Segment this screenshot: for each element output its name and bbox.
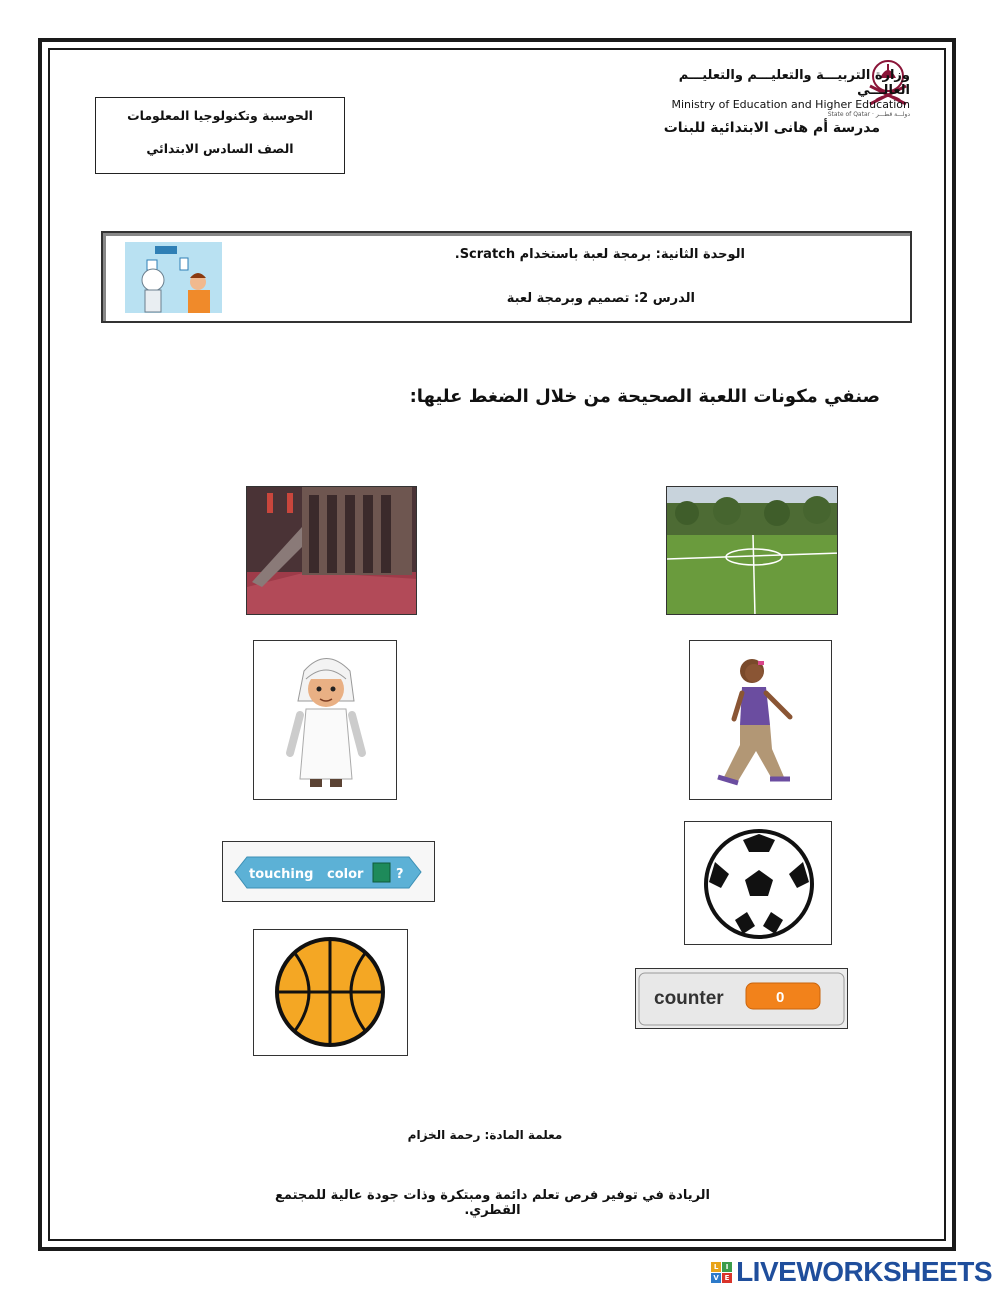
girl-sprite-image bbox=[690, 641, 832, 800]
card-girl-sprite[interactable] bbox=[689, 640, 832, 800]
card-soccer-ball[interactable] bbox=[684, 821, 832, 945]
card-stage-background[interactable] bbox=[246, 486, 417, 615]
scratch-counter-monitor bbox=[636, 969, 848, 1029]
grade-name: الصف السادس الابتدائي bbox=[146, 141, 294, 156]
lesson-title: الدرس 2: تصميم وبرمجة لعبة bbox=[506, 291, 695, 306]
basketball-icon bbox=[254, 930, 408, 1056]
ministry-name-arabic: وزارة التربيـــة والتعليـــم والتعليـــم العالـــي bbox=[678, 68, 910, 98]
block-word-touching: touching bbox=[249, 867, 314, 882]
football-field-image bbox=[667, 487, 838, 615]
ministry-name-english: Ministry of Education and Higher Education bbox=[671, 98, 910, 111]
brand-box-v: V bbox=[711, 1273, 721, 1283]
liveworksheets-logo[interactable] bbox=[711, 1256, 992, 1288]
school-motto: الريادة في توفير فرص تعلم دائمة ومبتكرة وذات جودة عالية للمجتمع القطري. bbox=[274, 1188, 711, 1218]
state-label-english: State of Qatar bbox=[827, 111, 871, 118]
ministry-name bbox=[650, 68, 910, 119]
scratch-sensing-block bbox=[223, 842, 435, 902]
card-touching-color-block[interactable] bbox=[222, 841, 435, 902]
soccer-ball-icon bbox=[685, 822, 832, 945]
boy-sprite-image bbox=[254, 641, 397, 800]
subject-name: الحوسبة وتكنولوجيا المعلومات bbox=[127, 108, 313, 123]
block-word-color: color bbox=[327, 867, 364, 882]
subject-box bbox=[95, 97, 345, 174]
state-label: State of Qatar · دولـــة قطـــر bbox=[827, 111, 910, 118]
state-label-arabic: دولـــة قطـــر bbox=[875, 111, 910, 118]
card-counter-variable[interactable] bbox=[635, 968, 848, 1029]
unit-box bbox=[101, 231, 912, 323]
school-name: مدرسة أم هانى الابتدائية للبنات bbox=[663, 120, 880, 136]
instruction-text: صنفي مكونات اللعبة الصحيحة من خلال الضغط عليها: bbox=[409, 386, 880, 407]
unit-title: الوحدة الثانية: برمجة لعبة باستخدام Scratch. bbox=[454, 247, 745, 262]
brand-box-e: E bbox=[722, 1273, 732, 1283]
card-basketball[interactable] bbox=[253, 929, 408, 1056]
teacher-name: معلمة المادة: رحمة الخزام bbox=[407, 1128, 563, 1142]
card-boy-sprite[interactable] bbox=[253, 640, 397, 800]
counter-label: counter bbox=[654, 988, 724, 1009]
counter-value: 0 bbox=[776, 989, 785, 1006]
stage-hall-image bbox=[247, 487, 417, 615]
brand-box-i: I bbox=[722, 1262, 732, 1272]
brand-box-l: L bbox=[711, 1262, 721, 1272]
card-football-field[interactable] bbox=[666, 486, 838, 615]
liveworksheets-wordmark: LIVEWORKSHEETS bbox=[736, 1256, 992, 1287]
liveworksheets-boxes-icon bbox=[711, 1262, 732, 1283]
block-question-mark: ? bbox=[396, 867, 404, 882]
robot-boy-illustration bbox=[125, 242, 222, 313]
